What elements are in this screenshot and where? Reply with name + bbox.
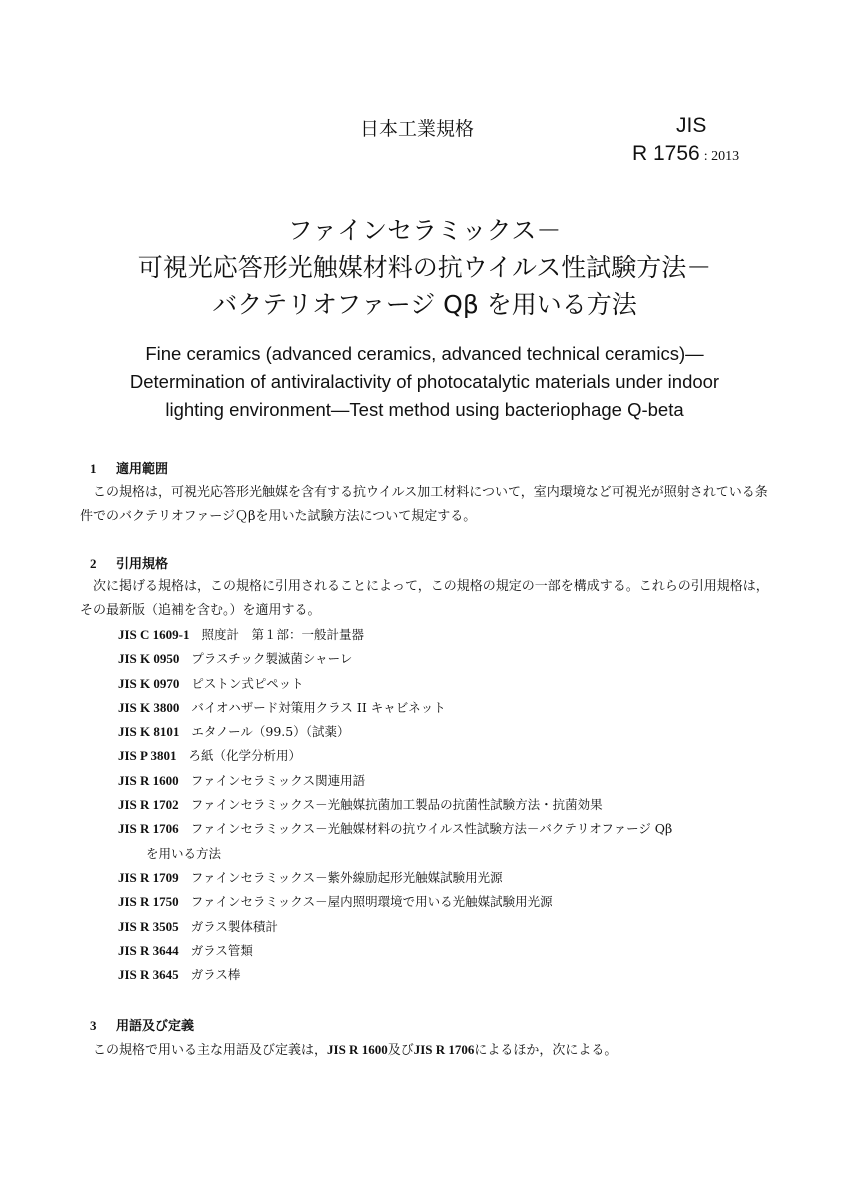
english-title-line: lighting environment—Test method using bacteriophage Q-beta xyxy=(165,399,684,420)
section-heading-normative-references xyxy=(90,553,168,572)
reference-item xyxy=(118,793,770,817)
reference-title: プラスチック製滅菌シャーレ xyxy=(191,651,353,667)
reference-title: ピストン式ピペット xyxy=(191,675,304,691)
section-body-terms-definitions xyxy=(80,1038,770,1063)
reference-item xyxy=(118,696,770,720)
section-title: 引用規格 xyxy=(116,557,169,572)
reference-title-continuation: を用いる方法 xyxy=(146,845,222,861)
section-body-scope: この規格は，可視光応答形光触媒を含有する抗ウイルス加工材料について，室内環境など可視光が照射されている条件でのバクテリオファージＱβを用いた試験方法について規定する。 xyxy=(80,485,768,524)
reference-code: JIS P 3801 xyxy=(118,748,177,764)
japanese-title-line: バクテリオファージ Qβ を用いる方法 xyxy=(212,290,637,319)
inline-reference: JIS R 1706 xyxy=(413,1042,475,1057)
reference-title: ガラス管類 xyxy=(190,942,253,958)
english-title-line: Determination of antiviralactivity of photocatalytic materials under indoor xyxy=(129,371,720,392)
jis-mark: JIS xyxy=(676,114,707,137)
reference-code: JIS R 1702 xyxy=(118,797,179,813)
reference-title: ファインセラミックス－光触媒抗菌加工製品の抗菌性試験方法・抗菌効果 xyxy=(190,797,603,813)
reference-item xyxy=(118,672,770,696)
reference-title: ファインセラミックス－光触媒材料の抗ウイルス性試験方法－バクテリオファージ Qβ xyxy=(190,821,673,837)
section-number: 2 xyxy=(90,556,97,571)
reference-list xyxy=(118,623,770,987)
reference-item xyxy=(118,623,770,647)
reference-title: 照度計 第１部：一般計量器 xyxy=(201,627,365,642)
reference-code: JIS R 1709 xyxy=(118,869,179,885)
reference-code: JIS R 1600 xyxy=(118,772,179,788)
standard-number xyxy=(632,142,739,166)
reference-item xyxy=(118,647,770,671)
reference-code: JIS R 3645 xyxy=(118,967,179,983)
reference-code: JIS R 3644 xyxy=(118,942,179,958)
section-heading-terms-definitions xyxy=(90,1015,194,1034)
section-number: 1 xyxy=(90,461,97,476)
reference-item xyxy=(118,915,770,939)
standard-number-code: R 1756 xyxy=(632,142,700,165)
standard-type-label: 日本工業規格 xyxy=(360,118,475,140)
reference-title: ファインセラミックス－屋内照明環境で用いる光触媒試験用光源 xyxy=(190,894,553,910)
section-title: 用語及び定義 xyxy=(116,1019,195,1034)
japanese-title xyxy=(0,212,849,323)
reference-code: JIS K 0950 xyxy=(118,651,180,667)
body-text: この規格で用いる主な用語及び定義は， xyxy=(93,1043,328,1058)
reference-item xyxy=(118,744,770,768)
section-number: 3 xyxy=(90,1018,97,1033)
reference-code: JIS K 8101 xyxy=(118,724,180,740)
japanese-title-line: 可視光応答形光触媒材料の抗ウイルス性試験方法－ xyxy=(137,253,712,282)
reference-item xyxy=(118,939,770,963)
reference-code: JIS R 1706 xyxy=(118,821,179,837)
reference-code: JIS K 3800 xyxy=(118,699,180,715)
reference-item xyxy=(118,866,770,890)
reference-item xyxy=(118,720,770,744)
reference-item xyxy=(118,769,770,793)
section-title: 適用範囲 xyxy=(116,462,169,477)
reference-title: エタノール（99.5）（試薬） xyxy=(191,724,350,740)
reference-title: ろ紙（化学分析用） xyxy=(188,748,302,764)
reference-title: バイオハザード対策用クラス II キャビネット xyxy=(191,699,446,715)
english-title xyxy=(0,340,849,424)
reference-title: ファインセラミックス－紫外線励起形光触媒試験用光源 xyxy=(190,869,503,885)
reference-title: ガラス棒 xyxy=(190,967,241,983)
reference-item xyxy=(118,817,770,866)
section-heading-scope xyxy=(90,458,168,477)
body-text: 及び xyxy=(387,1043,414,1058)
reference-code: JIS R 1750 xyxy=(118,894,179,910)
reference-code: JIS R 3505 xyxy=(118,918,179,934)
english-title-line: Fine ceramics (advanced ceramics, advanced technical ceramics)— xyxy=(145,343,704,364)
reference-item xyxy=(118,963,770,987)
body-text: によるほか，次による。 xyxy=(474,1043,618,1058)
reference-code: JIS C 1609-1 xyxy=(118,627,190,642)
reference-title: ガラス製体積計 xyxy=(190,918,278,934)
reference-code: JIS K 0970 xyxy=(118,675,180,691)
section-body-normative-references: 次に掲げる規格は，この規格に引用されることによって，この規格の規定の一部を構成する。これらの引用規格は，その最新版（追補を含む。）を適用する。 xyxy=(80,579,769,618)
japanese-title-line: ファインセラミックス－ xyxy=(287,216,562,245)
inline-reference: JIS R 1600 xyxy=(327,1042,388,1057)
standard-year: : 2013 xyxy=(703,149,740,164)
reference-item xyxy=(118,890,770,914)
reference-title: ファインセラミックス関連用語 xyxy=(190,772,366,788)
